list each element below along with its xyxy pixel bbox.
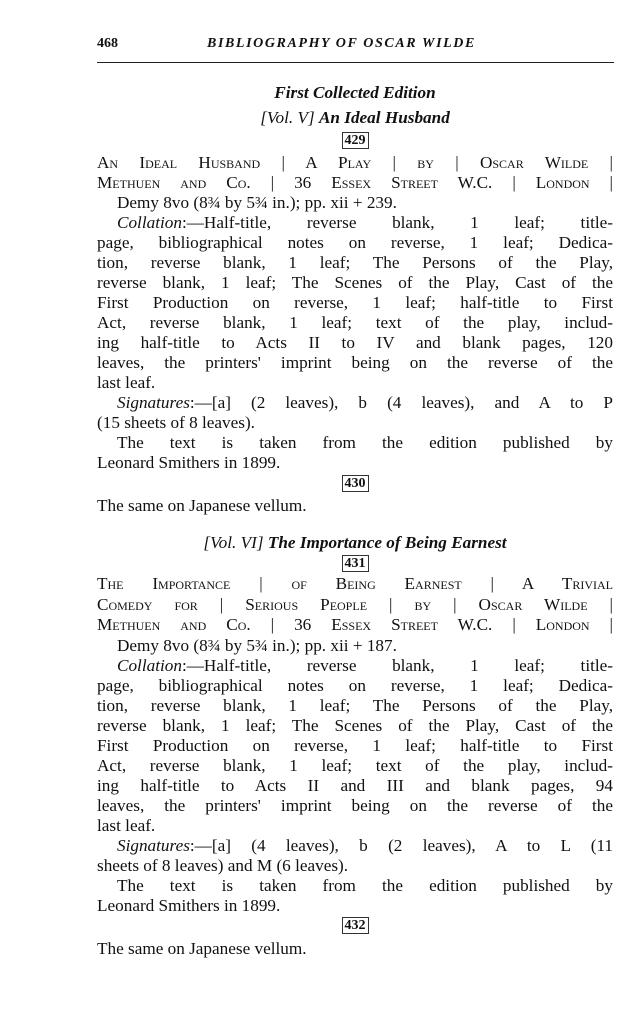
japanese-vellum-note: The same on Japanese vellum. [97,496,307,515]
collation-line: leaves, the printers' imprint being on the reverse of the [97,353,613,372]
collation-line: Collation:—Half-title, reverse blank, 1 leaf; title- [117,656,613,675]
signatures-label: Signatures [117,836,190,855]
title-transcription-line: Methuen and Co. | 36 Essex Street W.C. | London | [97,173,613,192]
format-line: Demy 8vo (8¾ by 5¾ in.); pp. xii + 239. [117,193,397,212]
collation-line: Collation:—Half-title, reverse blank, 1 leaf; title- [117,213,613,232]
collation-line: reverse blank, 1 leaf; The Scenes of the Play, Cast of the [97,273,613,292]
collation-line: page, bibliographical notes on reverse, 1 leaf; Dedica- [97,233,613,252]
collation-label: Collation [117,656,182,675]
header-rule [97,62,614,63]
collation-line: leaves, the printers' imprint being on the reverse of the [97,796,613,815]
text-note-line: The text is taken from the edition published by [117,433,613,452]
collation-line: Act, reverse blank, 1 leaf; text of the play, includ- [97,313,613,332]
title-transcription-line: Methuen and Co. | 36 Essex Street W.C. | London | [97,615,613,634]
collation-line: First Production on reverse, 1 leaf; half-title to First [97,736,613,755]
volume-title: An Ideal Husband [318,108,450,127]
text-note-line: Leonard Smithers in 1899. [97,896,281,915]
collation-line: Act, reverse blank, 1 leaf; text of the play, includ- [97,756,613,775]
japanese-vellum-note: The same on Japanese vellum. [97,939,307,958]
title-transcription-line: Comedy for | Serious People | by | Oscar Wilde | [97,595,613,614]
volume-title: The Importance of Being Earnest [267,533,507,552]
entry-number: 429 [97,133,613,149]
page-header [97,36,617,60]
signatures-line: Signatures:—[a] (4 leaves), b (2 leaves), A to L (11 [117,836,613,855]
volume-label: [Vol. V] [260,108,315,127]
entry-number: 431 [97,556,613,572]
collation-line: ing half-title to Acts II and III and blank pages, 94 [97,776,613,795]
title-transcription-line: An Ideal Husband | A Play | by | Oscar Wilde | [97,153,613,172]
volume-heading [97,532,613,553]
text-note-line: Leonard Smithers in 1899. [97,453,281,472]
format-line: Demy 8vo (8¾ by 5¾ in.); pp. xii + 187. [117,636,397,655]
collation-line: ing half-title to Acts II to IV and blank pages, 120 [97,333,613,352]
collation-line: page, bibliographical notes on reverse, 1 leaf; Dedica- [97,676,613,695]
title-transcription-line: The Importance | of Being Earnest | A Trivial [97,574,613,593]
collation-line: last leaf. [97,373,156,392]
collation-line: tion, reverse blank, 1 leaf; The Persons of the Play, [97,253,613,272]
volume-heading [97,107,613,128]
edition-heading: First Collected Edition [274,83,436,102]
signatures-label: Signatures [117,393,190,412]
signatures-line: (15 sheets of 8 leaves). [97,413,255,432]
entry-number: 430 [97,476,613,492]
text-note-line: The text is taken from the edition published by [117,876,613,895]
entry-number: 432 [97,918,613,934]
volume-label: [Vol. VI] [203,533,264,552]
collation-line: reverse blank, 1 leaf; The Scenes of the Play, Cast of the [97,716,613,735]
signatures-line: Signatures:—[a] (2 leaves), b (4 leaves), and A to P [117,393,613,412]
collation-line: tion, reverse blank, 1 leaf; The Persons of the Play, [97,696,613,715]
collation-label: Collation [117,213,182,232]
running-title: BIBLIOGRAPHY OF OSCAR WILDE [207,36,476,51]
page-number: 468 [97,36,118,51]
collation-line: last leaf. [97,816,156,835]
collation-line: First Production on reverse, 1 leaf; half-title to First [97,293,613,312]
signatures-line: sheets of 8 leaves) and M (6 leaves). [97,856,349,875]
